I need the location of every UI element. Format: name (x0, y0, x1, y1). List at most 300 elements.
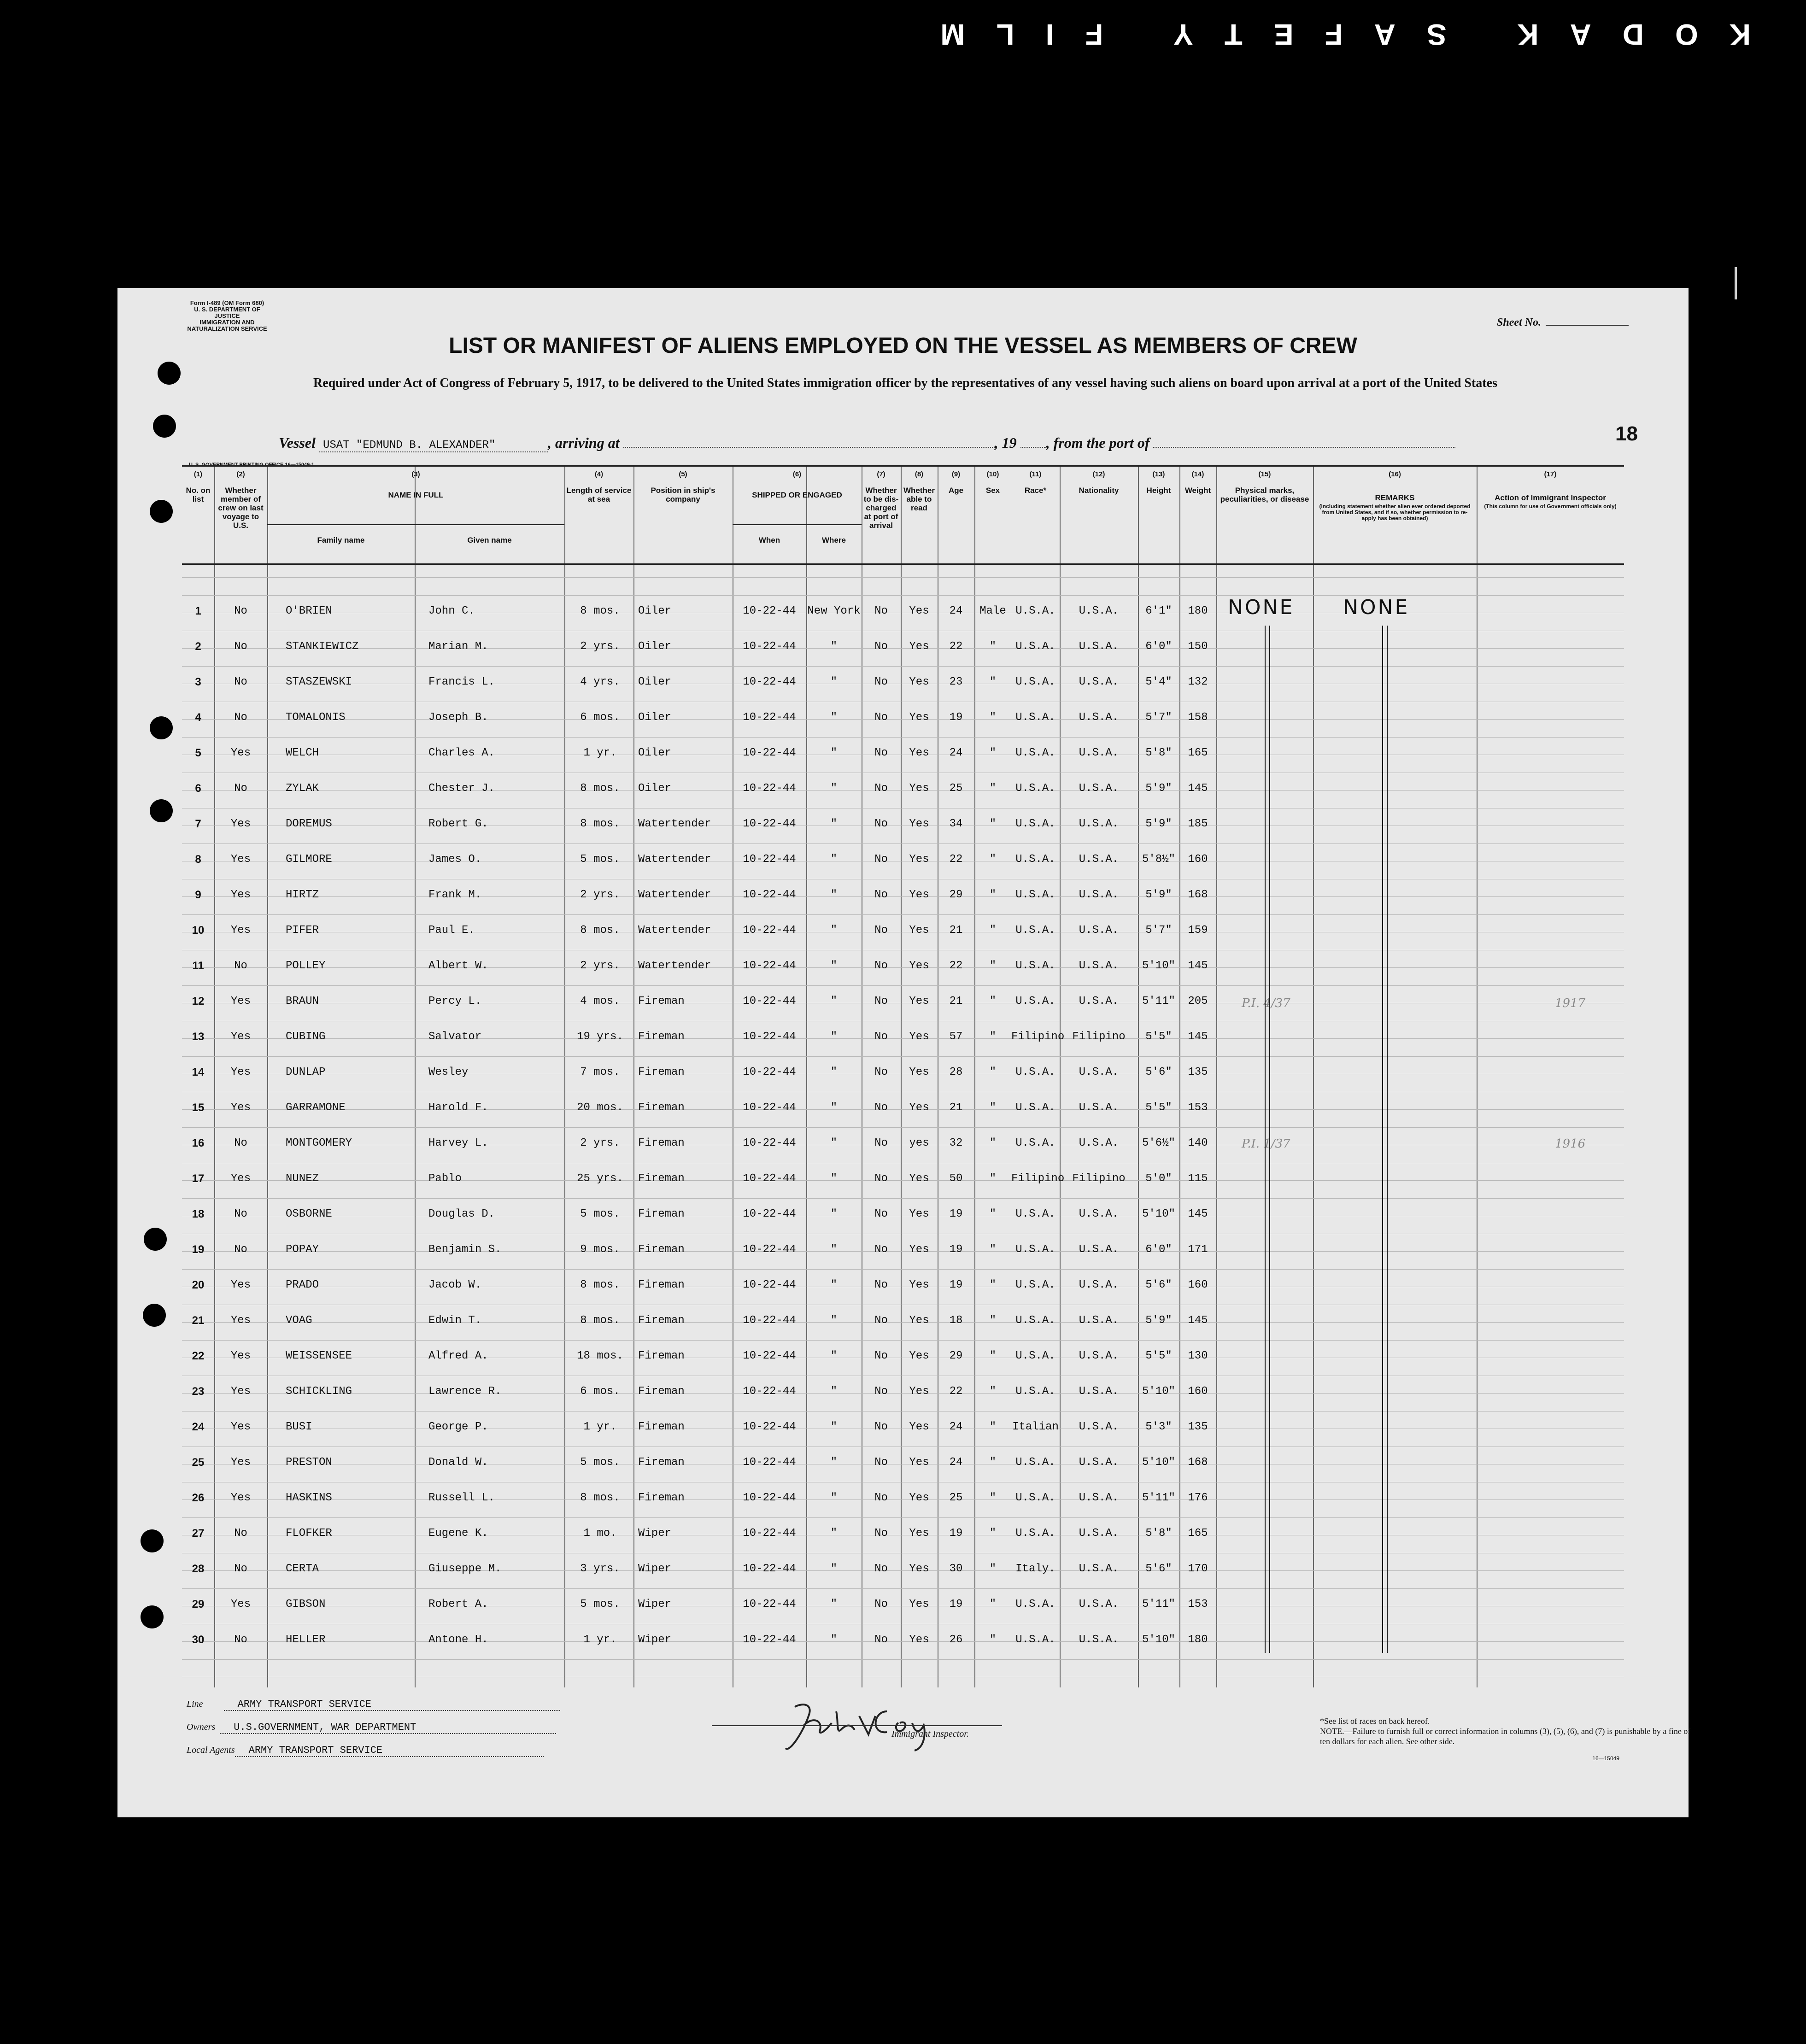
table-cell: 4 yrs. (580, 676, 620, 688)
inspector-signature (776, 1698, 988, 1757)
table-cell: SCHICKLING (286, 1385, 352, 1398)
row-rule (182, 666, 1624, 667)
punch-hole (143, 1304, 166, 1327)
table-cell: " (830, 1598, 838, 1611)
table-cell: 5'3" (1145, 1421, 1172, 1433)
row-rule (182, 1517, 1624, 1518)
table-cell: 28 (949, 1066, 963, 1078)
table-cell: Yes (909, 1385, 929, 1398)
form-number: 16—15049 (1592, 1755, 1619, 1762)
table-cell: Yes (230, 747, 251, 759)
table-cell: No (874, 1279, 888, 1291)
table-cell: No (874, 1066, 888, 1078)
film-edge-text: KODAK SAFETY FILM (909, 18, 1751, 51)
table-cell: Yes (909, 711, 929, 724)
table-cell: U.S.A. (1015, 747, 1055, 759)
table-cell: Wiper (638, 1527, 672, 1540)
table-cell: " (830, 960, 838, 972)
table-cell: 19 (949, 1243, 963, 1256)
table-cell: FLOFKER (286, 1527, 332, 1540)
table-cell: Yes (230, 1456, 251, 1469)
row-rule (182, 1588, 1624, 1589)
table-cell: 6 mos. (580, 1385, 620, 1398)
table-cell: 130 (1188, 1350, 1208, 1362)
table-cell: Yes (230, 853, 251, 866)
table-cell: U.S.A. (1079, 1527, 1119, 1540)
table-cell: No (874, 640, 888, 653)
table-cell: U.S.A. (1079, 1208, 1119, 1220)
table-cell: 19 (949, 1208, 963, 1220)
table-cell: U.S.A. (1015, 960, 1055, 972)
table-cell: Yes (909, 1101, 929, 1114)
table-cell: 115 (1188, 1172, 1208, 1185)
table-cell: 34 (949, 818, 963, 830)
table-cell: Lawrence R. (428, 1385, 502, 1398)
table-cell: No (874, 853, 888, 866)
table-cell: Fireman (638, 1031, 685, 1043)
row-number: 11 (192, 960, 204, 972)
row-rule (182, 737, 1624, 738)
table-cell: Yes (909, 1208, 929, 1220)
table-cell: 29 (949, 1350, 963, 1362)
table-cell: 8 mos. (580, 924, 620, 937)
table-cell: 5'0" (1145, 1172, 1172, 1185)
table-cell: Yes (909, 605, 929, 617)
table-cell: " (830, 1492, 838, 1504)
table-cell: 5'11" (1142, 995, 1175, 1007)
page-subtitle: Required under Act of Congress of February 5, 1917, to be delivered to the United States immigration officer by the representatives of any vessel having such aliens on board upon arrival at a port of the United States (313, 376, 1497, 390)
table-cell: 10-22-44 (743, 924, 796, 937)
table-cell: 132 (1188, 676, 1208, 688)
table-cell: " (830, 1385, 838, 1398)
table-cell: 8 mos. (580, 1279, 620, 1291)
page-title: LIST OR MANIFEST OF ALIENS EMPLOYED ON THE VESSEL AS MEMBERS OF CREW (449, 334, 1357, 358)
table-cell: " (830, 711, 838, 724)
table-cell: 1 yr. (583, 1634, 617, 1646)
column-number: (9) (951, 470, 961, 478)
table-cell: U.S.A. (1079, 818, 1119, 830)
table-cell: Watertender (638, 924, 711, 937)
table-cell: 10-22-44 (743, 818, 796, 830)
table-cell: 10-22-44 (743, 1492, 796, 1504)
table-cell: " (989, 1456, 997, 1469)
table-cell: DOREMUS (286, 818, 332, 830)
table-cell: 165 (1188, 1527, 1208, 1540)
table-cell: BRAUN (286, 995, 319, 1007)
column-header-note: (This column for use of Government officials only) (1484, 503, 1617, 510)
table-cell: 5'8" (1145, 1527, 1172, 1540)
table-cell: No (234, 782, 247, 795)
table-cell: U.S.A. (1079, 747, 1119, 759)
table-cell: No (234, 1563, 247, 1575)
from-port-value (1153, 447, 1455, 448)
column-header: Age (948, 486, 964, 495)
owners-value: U.S.GOVERNMENT, WAR DEPARTMENT (220, 1722, 556, 1734)
column-header: Position in ship's company (651, 486, 715, 504)
table-cell: U.S.A. (1015, 853, 1055, 866)
table-cell: Harvey L. (428, 1137, 488, 1149)
table-cell: 168 (1188, 1456, 1208, 1469)
table-cell: U.S.A. (1079, 1279, 1119, 1291)
table-cell: " (830, 1243, 838, 1256)
table-cell: 5'9" (1145, 889, 1172, 901)
table-cell: Yes (909, 1634, 929, 1646)
table-cell: Yes (230, 1066, 251, 1078)
table-cell: Yes (909, 747, 929, 759)
table-cell: 29 (949, 889, 963, 901)
table-cell: Francis L. (428, 676, 495, 688)
table-cell: " (830, 1031, 838, 1043)
table-cell: Yes (909, 1066, 929, 1078)
table-cell: Yes (909, 1314, 929, 1327)
table-cell: 150 (1188, 640, 1208, 653)
table-cell: Wiper (638, 1634, 672, 1646)
table-cell: U.S.A. (1079, 782, 1119, 795)
table-cell: Wiper (638, 1598, 672, 1611)
table-cell: " (830, 1456, 838, 1469)
table-cell: Yes (909, 782, 929, 795)
table-cell: No (874, 924, 888, 937)
table-cell: 10-22-44 (743, 1101, 796, 1114)
table-cell: 10-22-44 (743, 640, 796, 653)
table-cell: 2 yrs. (580, 1137, 620, 1149)
table-cell: No (874, 889, 888, 901)
ditto-line (1382, 626, 1388, 1653)
row-rule (182, 1340, 1624, 1341)
subheader-divider (267, 524, 564, 525)
row-rule (182, 1659, 1624, 1660)
column-divider (633, 467, 634, 1687)
table-cell: TOMALONIS (286, 711, 346, 724)
table-cell: 25 (949, 1492, 963, 1504)
table-cell: 10-22-44 (743, 676, 796, 688)
column-number: (3) (411, 470, 420, 478)
column-header: Race* (1024, 486, 1047, 495)
table-cell: Fireman (638, 1066, 685, 1078)
table-cell: No (874, 676, 888, 688)
table-cell: Filipino (1011, 1031, 1065, 1043)
table-cell: 30 (949, 1563, 963, 1575)
table-cell: U.S.A. (1015, 889, 1055, 901)
row-number: 27 (192, 1527, 205, 1540)
table-cell: " (989, 1314, 997, 1327)
table-cell: 135 (1188, 1421, 1208, 1433)
table-cell: " (989, 1598, 997, 1611)
table-cell: Yes (909, 1563, 929, 1575)
table-cell: 20 mos. (577, 1101, 623, 1114)
table-cell: " (989, 1243, 997, 1256)
table-cell: ZYLAK (286, 782, 319, 795)
row-number: 18 (192, 1208, 205, 1220)
table-cell: No (874, 818, 888, 830)
table-cell: U.S.A. (1015, 605, 1055, 617)
table-cell: 23 (949, 676, 963, 688)
inspector-label: Immigrant Inspector. (891, 1729, 969, 1739)
table-cell: 165 (1188, 747, 1208, 759)
table-cell: 10-22-44 (743, 1279, 796, 1291)
table-cell: U.S.A. (1079, 676, 1119, 688)
table-cell: 19 (949, 711, 963, 724)
table-cell: 10-22-44 (743, 1172, 796, 1185)
table-cell: 10-22-44 (743, 1314, 796, 1327)
row-number: 20 (192, 1279, 205, 1291)
table-cell: " (989, 1634, 997, 1646)
table-cell: 1 yr. (583, 747, 617, 759)
vessel-label: Vessel (279, 434, 316, 451)
table-cell: 5 mos. (580, 1456, 620, 1469)
table-cell: U.S.A. (1015, 1066, 1055, 1078)
table-cell: 5'9" (1145, 818, 1172, 830)
table-cell: 5'5" (1145, 1031, 1172, 1043)
table-cell: 180 (1188, 605, 1208, 617)
column-number: (8) (915, 470, 924, 478)
table-cell: HIRTZ (286, 889, 319, 901)
row-rule (182, 843, 1624, 844)
table-cell: U.S.A. (1079, 889, 1119, 901)
table-cell: " (989, 1066, 997, 1078)
table-cell: Fireman (638, 1385, 685, 1398)
table-cell: Chester J. (428, 782, 495, 795)
table-cell: No (874, 782, 888, 795)
table-cell: Fireman (638, 1172, 685, 1185)
table-cell: U.S.A. (1015, 1243, 1055, 1256)
table-cell: U.S.A. (1079, 1101, 1119, 1114)
table-cell: U.S.A. (1015, 924, 1055, 937)
table-cell: No (234, 676, 247, 688)
table-cell: Yes (230, 1172, 251, 1185)
table-cell: Fireman (638, 1492, 685, 1504)
table-cell: " (830, 1137, 838, 1149)
table-cell: 170 (1188, 1563, 1208, 1575)
table-cell: yes (909, 1137, 929, 1149)
table-cell: Yes (909, 640, 929, 653)
table-cell: DUNLAP (286, 1066, 326, 1078)
table-cell: CERTA (286, 1563, 319, 1575)
table-cell: O'BRIEN (286, 605, 332, 617)
table-cell: U.S.A. (1015, 711, 1055, 724)
table-cell: Italian (1012, 1421, 1059, 1433)
table-cell: U.S.A. (1079, 1456, 1119, 1469)
table-cell: 57 (949, 1031, 963, 1043)
table-cell: " (989, 1563, 997, 1575)
table-cell: 8 mos. (580, 782, 620, 795)
row-number: 16 (192, 1137, 205, 1149)
column-number: (6) (792, 470, 802, 478)
table-cell: " (830, 1421, 838, 1433)
table-cell: 5'6" (1145, 1066, 1172, 1078)
table-cell: 50 (949, 1172, 963, 1185)
table-cell: 10-22-44 (743, 1350, 796, 1362)
table-cell: Wiper (638, 1563, 672, 1575)
arriving-value (623, 447, 995, 448)
vessel-value: USAT "EDMUND B. ALEXANDER" (319, 439, 548, 452)
row-number: 4 (195, 711, 201, 724)
table-cell: " (989, 1208, 997, 1220)
page-number: 18 (1615, 422, 1638, 445)
row-number: 10 (192, 924, 205, 937)
table-cell: No (874, 1314, 888, 1327)
table-cell: U.S.A. (1015, 818, 1055, 830)
table-cell: Eugene K. (428, 1527, 488, 1540)
table-cell: " (830, 782, 838, 795)
footer-owners-row (187, 1722, 556, 1734)
column-divider (1313, 467, 1314, 1687)
table-cell: U.S.A. (1015, 1385, 1055, 1398)
table-cell: 2 yrs. (580, 889, 620, 901)
table-cell: Oiler (638, 676, 672, 688)
column-number: (17) (1544, 470, 1557, 478)
film-mark (1735, 267, 1737, 299)
table-cell: 176 (1188, 1492, 1208, 1504)
table-cell: Douglas D. (428, 1208, 495, 1220)
table-cell: 32 (949, 1137, 963, 1149)
table-cell: U.S.A. (1015, 1456, 1055, 1469)
table-cell: 159 (1188, 924, 1208, 937)
table-cell: No (874, 1243, 888, 1256)
table-cell: 8 mos. (580, 1492, 620, 1504)
table-cell: 1 mo. (583, 1527, 617, 1540)
column-number: (1) (194, 470, 203, 478)
row-number: 13 (192, 1031, 205, 1043)
punch-hole (144, 1228, 167, 1251)
table-cell: " (989, 782, 997, 795)
table-cell: 10-22-44 (743, 1527, 796, 1540)
header-divider (182, 563, 1624, 565)
line-value: ARMY TRANSPORT SERVICE (224, 1698, 560, 1711)
table-cell: No (234, 605, 247, 617)
column-number: (5) (679, 470, 687, 478)
table-cell: 10-22-44 (743, 1563, 796, 1575)
table-cell: 9 mos. (580, 1243, 620, 1256)
table-cell: Fireman (638, 1279, 685, 1291)
table-cell: 10-22-44 (743, 889, 796, 901)
row-number: 22 (192, 1350, 205, 1362)
row-rule (182, 1127, 1624, 1128)
row-number: 21 (192, 1314, 205, 1327)
handwritten-entry: P.I. 1/37 (1242, 1137, 1290, 1151)
table-cell: 168 (1188, 889, 1208, 901)
table-cell: Russell L. (428, 1492, 495, 1504)
table-cell: " (830, 818, 838, 830)
table-cell: Yes (909, 1279, 929, 1291)
table-cell: Yes (230, 889, 251, 901)
table-cell: Alfred A. (428, 1350, 488, 1362)
row-number: 26 (192, 1492, 205, 1504)
table-cell: U.S.A. (1079, 1385, 1119, 1398)
table-cell: No (234, 1137, 247, 1149)
table-cell: No (874, 1208, 888, 1220)
table-cell: U.S.A. (1079, 1314, 1119, 1327)
table-cell: " (830, 1634, 838, 1646)
table-cell: 18 mos. (577, 1350, 623, 1362)
table-cell: No (234, 1527, 247, 1540)
row-number: 7 (195, 818, 201, 830)
column-header: REMARKS (1375, 493, 1415, 502)
table-cell: No (874, 605, 888, 617)
row-number: 25 (192, 1456, 205, 1469)
table-cell: POLLEY (286, 960, 326, 972)
table-cell: " (830, 640, 838, 653)
table-cell: 8 mos. (580, 1314, 620, 1327)
table-cell: Watertender (638, 818, 711, 830)
table-cell: Yes (909, 995, 929, 1007)
column-number: (10) (986, 470, 999, 478)
table-cell: Paul E. (428, 924, 475, 937)
table-cell: 21 (949, 924, 963, 937)
table-cell: 5 mos. (580, 1598, 620, 1611)
table-cell: STANKIEWICZ (286, 640, 359, 653)
column-subheader: Where (822, 536, 846, 545)
form-id-block (186, 300, 269, 332)
table-cell: 10-22-44 (743, 747, 796, 759)
table-cell: U.S.A. (1015, 1492, 1055, 1504)
table-cell: No (874, 1492, 888, 1504)
column-header: Nationality (1079, 486, 1119, 495)
table-cell: 25 yrs. (577, 1172, 623, 1185)
handwritten-entry: NONE (1228, 596, 1295, 619)
table-cell: 153 (1188, 1598, 1208, 1611)
table-cell: 5'9" (1145, 782, 1172, 795)
table-cell: 19 (949, 1598, 963, 1611)
column-number: (4) (594, 470, 604, 478)
table-cell: Oiler (638, 640, 672, 653)
table-cell: No (234, 711, 247, 724)
table-cell: 5'7" (1145, 711, 1172, 724)
table-cell: Filipino (1072, 1172, 1126, 1185)
table-cell: Watertender (638, 853, 711, 866)
table-cell: " (989, 1101, 997, 1114)
table-cell: Fireman (638, 1456, 685, 1469)
table-cell: Yes (909, 1031, 929, 1043)
table-cell: 140 (1188, 1137, 1208, 1149)
row-number: 1 (195, 605, 201, 617)
table-cell: 185 (1188, 818, 1208, 830)
row-rule (182, 914, 1624, 915)
row-number: 29 (192, 1598, 205, 1611)
punch-hole (150, 799, 173, 822)
table-cell: 10-22-44 (743, 1031, 796, 1043)
footer-line-row (187, 1698, 560, 1711)
table-cell: Fireman (638, 1137, 685, 1149)
table-cell: 24 (949, 1421, 963, 1433)
column-header: No. on list (186, 486, 211, 504)
table-cell: 5'6" (1145, 1279, 1172, 1291)
table-cell: 10-22-44 (743, 782, 796, 795)
table-cell: No (874, 1137, 888, 1149)
table-cell: 10-22-44 (743, 1137, 796, 1149)
table-cell: U.S.A. (1015, 640, 1055, 653)
column-header: Length of service at sea (566, 486, 632, 504)
table-cell: " (989, 924, 997, 937)
table-cell: Oiler (638, 711, 672, 724)
table-cell: Male (979, 605, 1006, 617)
punch-hole (150, 500, 173, 523)
table-cell: 19 (949, 1527, 963, 1540)
form-id-line: Form I-489 (OM Form 680) (190, 299, 264, 306)
table-cell: 21 (949, 1101, 963, 1114)
table-cell: U.S.A. (1079, 640, 1119, 653)
vessel-line (279, 434, 1629, 452)
punch-hole (153, 415, 176, 438)
table-cell: John C. (428, 605, 475, 617)
table-cell: U.S.A. (1079, 711, 1119, 724)
table-cell: U.S.A. (1015, 1634, 1055, 1646)
table-cell: WEISSENSEE (286, 1350, 352, 1362)
table-cell: NUNEZ (286, 1172, 319, 1185)
table-cell: 145 (1188, 960, 1208, 972)
handwritten-entry: P.I. 4/37 (1242, 996, 1290, 1010)
table-cell: 3 yrs. (580, 1563, 620, 1575)
